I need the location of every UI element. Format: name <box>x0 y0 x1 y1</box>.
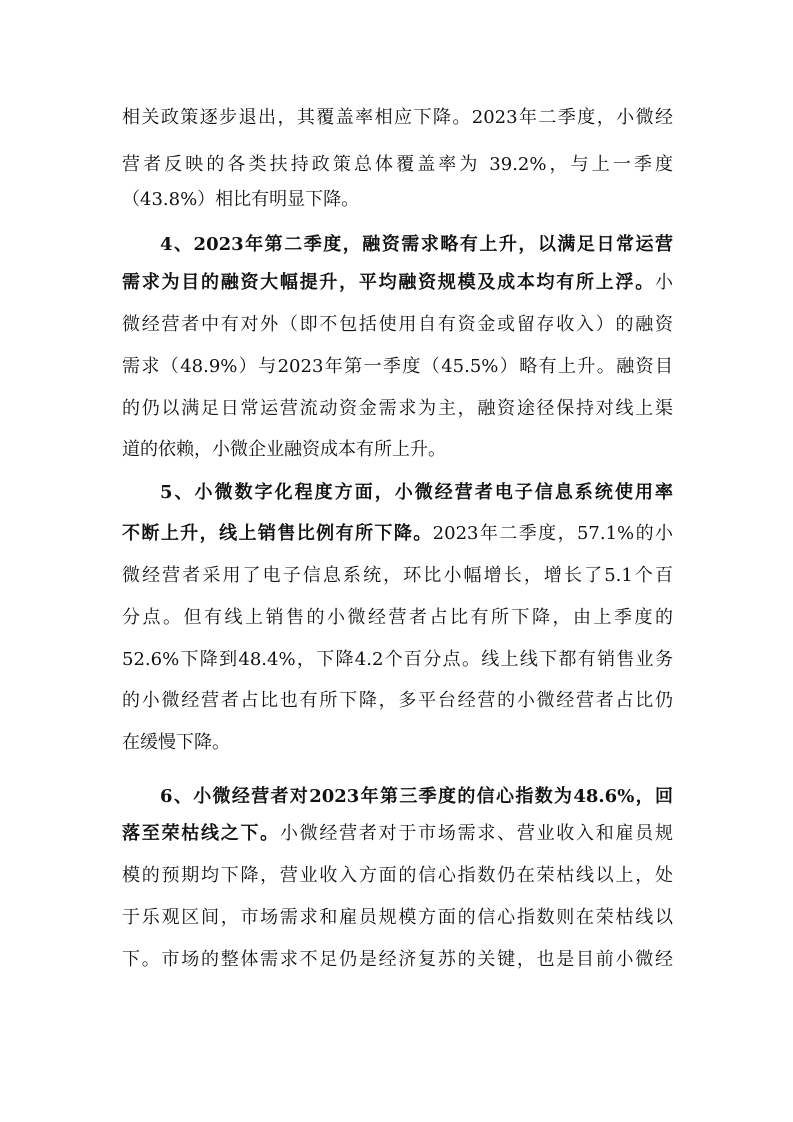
text-line: 相关政策逐步退出，其覆盖率相应下降。2023年二季度，小微经 <box>122 107 673 128</box>
text-line: 的仍以满足日常运营流动资金需求为主，融资途径保持对线上渠 <box>122 398 673 419</box>
text-line: 模的预期均下降，营业收入方面的信心指数仍在荣枯线以上，处 <box>122 865 673 886</box>
bold-lead-text: 不断上升，线上销售比例有所下降。 <box>122 523 433 544</box>
paragraph-6-heading: 6、小微经营者对2023年第三季度的信心指数为48.6%，回 <box>160 786 673 807</box>
text-line: 微经营者采用了电子信息系统，环比小幅增长，增长了5.1个百 <box>122 565 673 586</box>
text-line: 52.6%下降到48.4%，下降4.2个百分点。线上线下都有销售业务 <box>122 649 673 670</box>
paragraph-5-heading: 5、小微数字化程度方面，小微经营者电子信息系统使用率 <box>160 482 673 503</box>
body-text: 2023年二季度，57.1%的小 <box>432 523 673 544</box>
text-line: 微经营者中有对外（即不包括使用自有资金或留存收入）的融资 <box>122 314 673 335</box>
bold-lead-text: 需求为目的融资大幅提升，平均融资规模及成本均有所上浮。 <box>122 272 655 293</box>
paragraph-4-line-2 <box>122 268 673 298</box>
paragraph-6-line-2 <box>122 819 673 849</box>
text-line: 在缓慢下降。 <box>122 732 230 753</box>
text-line: （43.8%）相比有明显下降。 <box>122 189 360 210</box>
body-text: 小 <box>655 272 673 293</box>
text-line: 的小微经营者占比也有所下降，多平台经营的小微经营者占比仍 <box>122 690 673 711</box>
text-line: 需求（48.9%）与2023年第一季度（45.5%）略有上升。融资目 <box>122 356 673 377</box>
text-line: 下。市场的整体需求不足仍是经济复苏的关键，也是目前小微经 <box>122 949 673 970</box>
text-line: 分点。但有线上销售的小微经营者占比有所下降，由上季度的 <box>122 607 673 628</box>
text-line: 于乐观区间，市场需求和雇员规模方面的信心指数则在荣枯线以 <box>122 907 673 928</box>
text-line: 营者反映的各类扶持政策总体覆盖率为 39.2%，与上一季度 <box>122 154 673 175</box>
text-line: 道的依赖，小微企业融资成本有所上升。 <box>122 439 446 460</box>
body-text: 小微经营者对于市场需求、营业收入和雇员规 <box>279 823 674 844</box>
bold-lead-text: 落至荣枯线之下。 <box>122 823 280 844</box>
paragraph-4-heading: 4、2023年第二季度，融资需求略有上升，以满足日常运营 <box>160 234 673 255</box>
paragraph-5-line-2 <box>122 519 673 549</box>
